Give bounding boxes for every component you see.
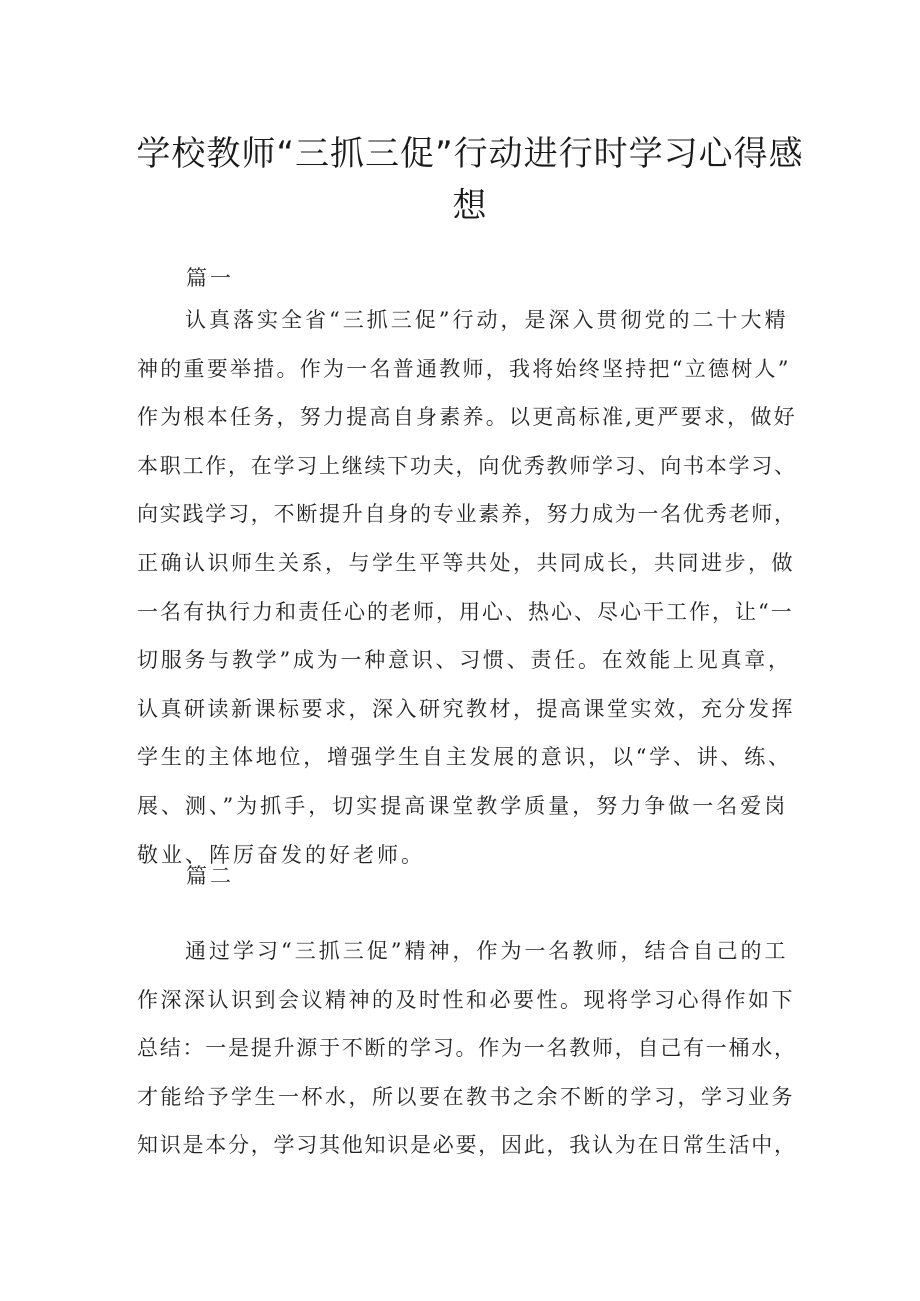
section-heading-2: 篇二: [186, 864, 234, 888]
paragraph-line: 一名有执行力和责任心的老师，用心、热心、尽心干工作，让“一: [137, 599, 794, 624]
document-title: [120, 130, 820, 230]
paragraph-line: 学生的主体地位，增强学生自主发展的意识，以“学、讲、练、: [137, 745, 792, 770]
paragraph-line: 敬业、阵厉奋发的好老师。: [137, 842, 425, 867]
paragraph-line: 通过学习“三抓三促”精神，作为一名教师，结合自己的工: [137, 939, 789, 963]
paragraph-line: 正确认识师生关系，与学生平等共处，共同成长，共同进步，做: [137, 550, 795, 575]
paragraph-line: 认真落实全省“三抓三促”行动，是深入贯彻党的二十大精: [137, 308, 789, 332]
title-line-2: 想: [452, 186, 488, 226]
paragraph-line: 神的重要举措。作为一名普通教师，我将始终坚持把“立德树人”: [137, 356, 791, 381]
section-2-body: [137, 927, 797, 1170]
paragraph-line: 向实践学习，不断提升自身的专业素养，努力成为一名优秀老师，: [137, 502, 797, 527]
paragraph-line: 总结：一是提升源于不断的学习。作为一名教师，自己有一桶水，: [137, 1036, 797, 1061]
paragraph-line: 才能给予学生一杯水，所以要在教书之余不断的学习，学习业务: [137, 1084, 795, 1109]
paragraph-line: 展、测、”为抓手，切实提高课堂教学质量，努力争做一名爱岗: [137, 793, 789, 818]
section-heading-1: 篇一: [186, 266, 234, 290]
paragraph-line: 本职工作，在学习上继续下功夫，向优秀教师学习、向书本学习、: [137, 453, 797, 478]
title-line-1: 学校教师“三抓三促”行动进行时学习心得感: [136, 134, 804, 174]
section-1-body: [137, 296, 797, 879]
paragraph-line: 作为根本任务，努力提高自身素养。以更高标准,更严要求，做好: [137, 405, 797, 430]
paragraph-line: 认真研读新课标要求，深入研究教材，提高课堂实效，充分发挥: [137, 696, 795, 721]
paragraph-line: 知识是本分，学习其他知识是必要，因此，我认为在日常生活中，: [137, 1133, 797, 1158]
paragraph-line: 作深深认识到会议精神的及时性和必要性。现将学习心得作如下: [137, 987, 795, 1012]
paragraph-line: 切服务与教学”成为一种意识、习惯、责任。在效能上见真章，: [137, 648, 792, 673]
